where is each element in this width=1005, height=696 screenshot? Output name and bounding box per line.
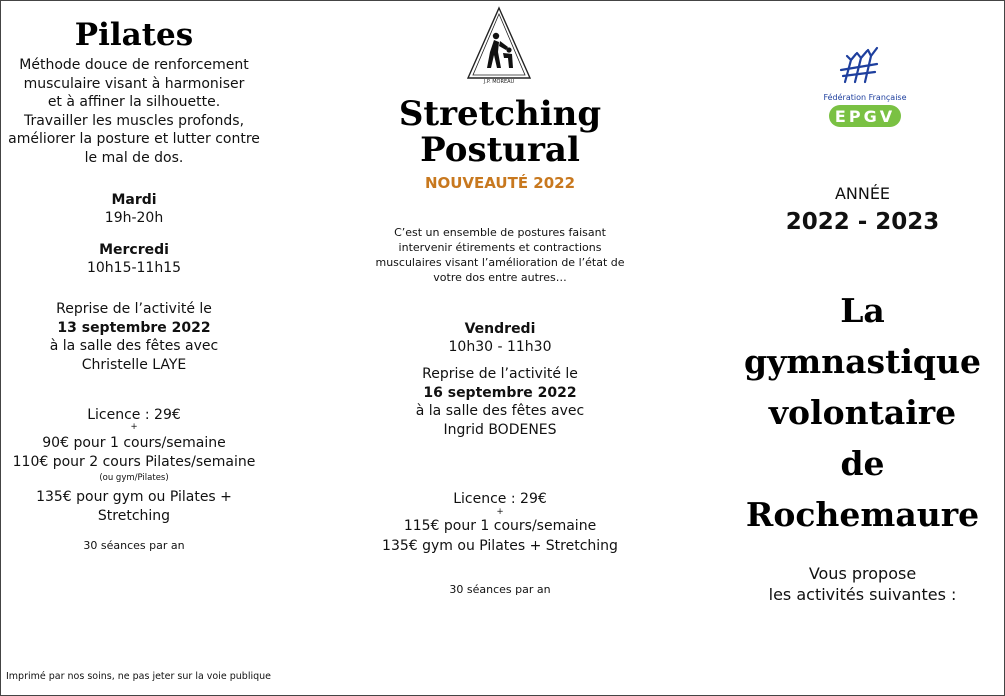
stretching-title-line2: Postural [420, 130, 580, 170]
cover-propose-line1: Vous propose [808, 564, 917, 583]
stretching-description-line: musculaires visant l’amélioration de l’état de [375, 256, 625, 269]
stretching-day: Vendredi [464, 321, 536, 337]
pilates-price-3-line1: 135€ pour gym ou Pilates + [36, 489, 232, 505]
pilates-price-3-line2: Stretching [97, 508, 171, 524]
pilates-description-line: améliorer la posture et lutter contre [8, 131, 260, 147]
pilates-plus: + [130, 422, 138, 432]
federation-label: Fédération Française [823, 93, 907, 102]
cover-title-line2: volontaire [768, 393, 957, 432]
pilates-resume-line: à la salle des fêtes avec [49, 338, 219, 354]
year-range: 2022 - 2023 [785, 209, 940, 235]
federation-acronym: EPGV [834, 107, 896, 126]
stretching-panel [355, 0, 645, 694]
pilates-price-2-note: (ou gym/Pilates) [99, 473, 169, 483]
cover-panel [720, 0, 1005, 694]
year-label: ANNÉE [834, 184, 891, 203]
stretching-price-1: 115€ pour 1 cours/semaine [403, 518, 597, 534]
logo-caption: J.P. MOREAU [483, 79, 515, 84]
stretching-instructor: Ingrid BODENES [443, 421, 557, 438]
pilates-description-line: musculaire visant à harmoniser [23, 75, 245, 92]
stretching-sessions: 30 séances par an [449, 583, 551, 596]
stretching-resume [355, 365, 645, 439]
stretching-price-2: 135€ gym ou Pilates + Stretching [382, 538, 618, 554]
pilates-price-2: 110€ pour 2 cours Pilates/semaine [12, 454, 256, 470]
epgv-logo [815, 46, 915, 132]
cover-propose-line2: les activités suivantes : [768, 585, 957, 604]
stretching-description-line: votre dos entre autres… [433, 271, 567, 284]
pilates-description-line: le mal de dos. [84, 149, 184, 166]
pilates-resume [0, 300, 268, 374]
pilates-time-wednesday: 10h15-11h15 [86, 260, 182, 276]
pilates-day-wednesday: Mercredi [99, 242, 169, 258]
footer-disclaimer: Imprimé par nos soins, ne pas jeter sur la voie publique [6, 671, 271, 682]
pilates-resume-date: 13 septembre 2022 [57, 319, 211, 336]
pilates-description [0, 56, 268, 167]
cover-title-line3: de Rochemaure [745, 444, 980, 534]
stretching-licence: Licence : 29€ [453, 491, 547, 507]
pilates-time-tuesday: 19h-20h [104, 210, 164, 226]
stretching-resume-line: à la salle des fêtes avec [415, 403, 585, 419]
stretching-plus: + [496, 507, 504, 517]
pilates-title: Pilates [74, 17, 194, 53]
stretching-time: 10h30 - 11h30 [448, 339, 552, 355]
pilates-resume-line: Reprise de l’activité le [56, 301, 212, 317]
stretching-title [355, 96, 645, 168]
pilates-description-line: Méthode douce de renforcement [19, 57, 249, 73]
pilates-day-tuesday: Mardi [111, 192, 157, 208]
pilates-licence: Licence : 29€ [87, 407, 181, 423]
stretching-description [355, 225, 645, 285]
pilates-description-line: et à affiner la silhouette. [47, 94, 221, 110]
stretching-description-line: intervenir étirements et contractions [398, 241, 602, 254]
pilates-sessions: 30 séances par an [83, 539, 185, 552]
stretching-resume-line: Reprise de l’activité le [422, 366, 578, 382]
stretching-postural-logo [466, 6, 532, 84]
pilates-description-line: Travailler les muscles profonds, [23, 112, 245, 129]
stretching-resume-date: 16 septembre 2022 [423, 384, 577, 401]
cover-propose [720, 563, 1005, 605]
new-badge: NOUVEAUTÉ 2022 [424, 174, 576, 192]
stretching-title-line1: Stretching [398, 94, 602, 134]
pilates-price-1: 90€ pour 1 cours/semaine [42, 435, 226, 451]
stretching-description-line: C’est un ensemble de postures faisant [394, 226, 606, 239]
cover-title [720, 285, 1005, 540]
pilates-panel [0, 0, 268, 694]
cover-title-line1: La gymnastique [744, 291, 981, 381]
pilates-instructor: Christelle LAYE [81, 356, 187, 373]
